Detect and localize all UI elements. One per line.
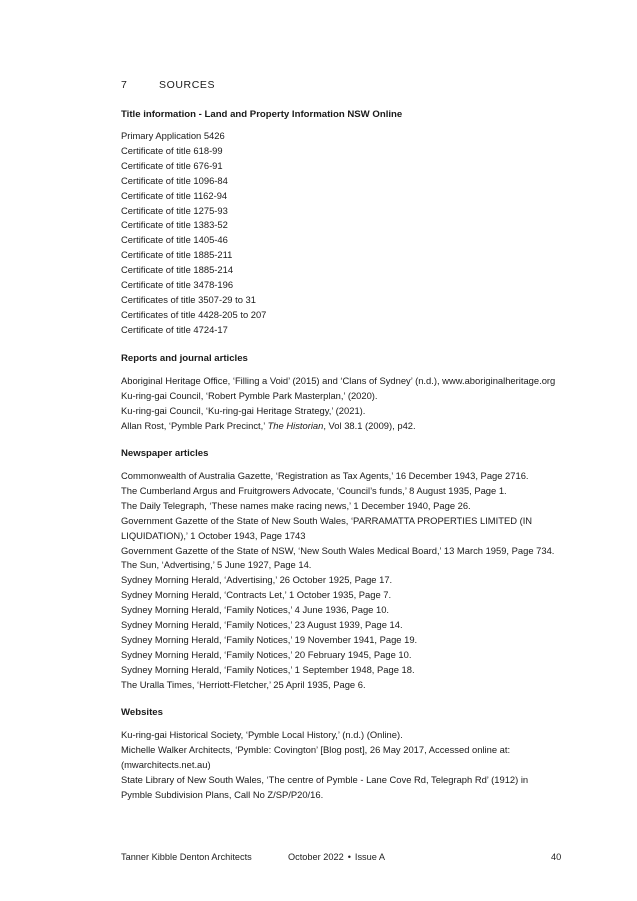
list-item: The Daily Telegraph, ‘These names make racing news,’ 1 December 1940, Page 26. xyxy=(121,499,471,511)
list-item: Certificate of title 676-91 xyxy=(121,159,223,171)
footer-company: Tanner Kibble Denton Architects xyxy=(121,852,252,862)
journal-title: The Historian xyxy=(267,419,324,431)
list-item: Sydney Morning Herald, ‘Family Notices,’ 1 September 1948, Page 18. xyxy=(121,663,415,675)
reports-heading: Reports and journal articles xyxy=(121,353,248,364)
websites-list xyxy=(121,728,541,803)
list-item: Aboriginal Heritage Office, ‘Filling a Void’ (2015) and ‘Clans of Sydney’ (n.d.), www.aboriginalheritage.org xyxy=(121,375,556,386)
list-item: Certificate of title 1885-214 xyxy=(121,264,234,276)
newspapers-section xyxy=(121,447,561,693)
list-item: Sydney Morning Herald, ‘Advertising,’ 26 October 1925, Page 17. xyxy=(121,574,393,586)
rost-citation-start: Allan Rost, ‘Pymble Park Precinct,’ xyxy=(121,419,268,431)
list-item: Certificate of title 4724-17 xyxy=(121,323,228,335)
list-item: Certificate of title 1885-211 xyxy=(121,249,233,261)
list-item: Certificate of title 3478-196 xyxy=(121,279,234,291)
title-information-heading: Title information - Land and Property Information NSW Online xyxy=(121,109,403,120)
list-item: Sydney Morning Herald, ‘Family Notices,’ 23 August 1939, Page 14. xyxy=(121,619,403,631)
list-item: Sydney Morning Herald, ‘Family Notices,’ 19 November 1941, Page 19. xyxy=(121,633,418,645)
footer-bullet: • xyxy=(347,852,351,862)
list-item: Sydney Morning Herald, ‘Family Notices,’ 4 June 1936, Page 10. xyxy=(121,604,390,616)
reports-section xyxy=(121,352,555,434)
list-item: Certificate of title 1096-84 xyxy=(121,174,228,186)
list-item: The Uralla Times, ‘Herriott-Fletcher,’ 25 April 1935, Page 6. xyxy=(121,678,366,690)
list-item: Certificates of title 4428-205 to 207 xyxy=(121,308,267,320)
footer-date: October 2022 xyxy=(288,852,344,862)
list-item xyxy=(121,419,555,434)
list-item: The Sun, ‘Advertising,’ 5 June 1927, Page 14. xyxy=(121,559,312,571)
list-item: Certificate of title 1383-52 xyxy=(121,219,228,231)
list-item: The Cumberland Argus and Fruitgrowers Advocate, ‘Council’s funds,’ 8 August 1935, Page 1. xyxy=(121,484,507,496)
list-item: Ku-ring-gai Council, ‘Ku-ring-gai Heritage Strategy,’ (2021). xyxy=(121,404,366,416)
section-title: SOURCES xyxy=(159,79,216,91)
newspapers-heading: Newspaper articles xyxy=(121,448,209,459)
list-item: Sydney Morning Herald, ‘Family Notices,’ 20 February 1945, Page 10. xyxy=(121,648,412,660)
websites-heading: Websites xyxy=(121,707,163,718)
title-information-list xyxy=(121,129,402,338)
rost-citation-end: , Vol 38.1 (2009), p42. xyxy=(323,419,416,431)
list-item: Michelle Walker Architects, ‘Pymble: Covington’ [Blog post], 26 May 2017, Accessed online at: (mwarchitects.net.au) xyxy=(121,743,511,770)
list-item: Certificate of title 1162-94 xyxy=(121,189,228,201)
list-item: Primary Application 5426 xyxy=(121,130,225,141)
section-number: 7 xyxy=(121,79,128,91)
footer-date-issue xyxy=(288,852,385,862)
list-item: Ku-ring-gai Council, ‘Robert Pymble Park Masterplan,’ (2020). xyxy=(121,389,378,401)
page-number: 40 xyxy=(551,852,562,862)
list-item: State Library of New South Wales, ‘The centre of Pymble - Lane Cove Rd, Telegraph Rd’ (1912) in Pymble Subdivision Plans, Call No Z/SP/P20/16. xyxy=(121,773,529,800)
list-item: Sydney Morning Herald, ‘Contracts Let,’ 1 October 1935, Page 7. xyxy=(121,589,392,601)
list-item: Government Gazette of the State of NSW, ‘New South Wales Medical Board,’ 13 March 1959, Page 734. xyxy=(121,544,555,556)
list-item: Certificate of title 1275-93 xyxy=(121,204,228,216)
list-item: Government Gazette of the State of New South Wales, ‘PARRAMATTA PROPERTIES LIMITED (IN LIQUIDATION),’ 1 October 1943, Page 1743 xyxy=(121,514,533,541)
list-item: Commonwealth of Australia Gazette, ‘Registration as Tax Agents,’ 16 December 1943, Page 2716. xyxy=(121,470,529,481)
section-heading xyxy=(121,79,215,91)
footer-issue: Issue A xyxy=(354,852,386,862)
list-item: Certificate of title 1405-46 xyxy=(121,234,228,246)
list-item: Certificate of title 618-99 xyxy=(121,144,223,156)
list-item: Certificates of title 3507-29 to 31 xyxy=(121,293,256,305)
newspapers-list xyxy=(121,469,561,693)
reports-list xyxy=(121,374,555,434)
list-item: Ku-ring-gai Historical Society, ‘Pymble Local History,’ (n.d.) (Online). xyxy=(121,729,403,740)
title-information-section xyxy=(121,108,402,338)
websites-section xyxy=(121,706,541,803)
